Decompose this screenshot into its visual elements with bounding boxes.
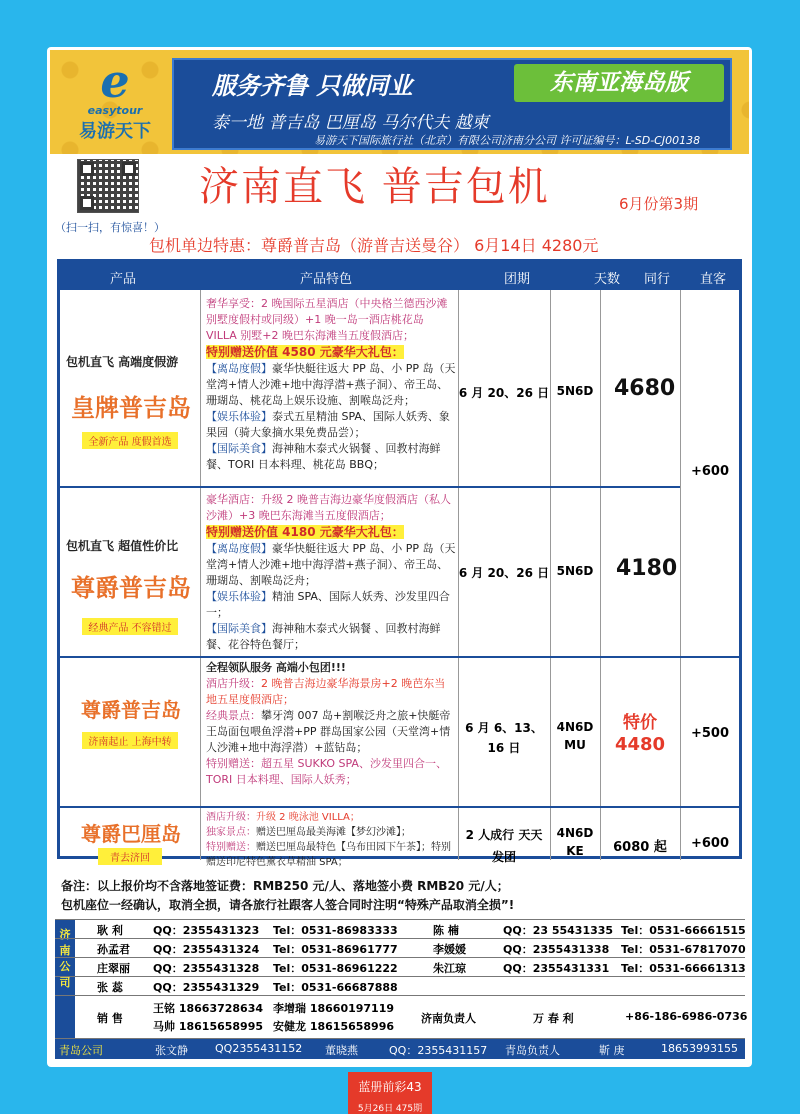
- p4-features: 酒店升级：升级 2 晚泳池 VILLA； 独家景点：赠送巴厘岛最美海滩【梦幻沙滩】； 特别赠送：赠送巴厘岛最特色【乌布田园下午茶】；特别赠送印尼特色薰衣草精油 SPA；: [206, 812, 451, 868]
- p3-dates: 6 月 6、13、16 日: [465, 721, 543, 755]
- p4-price: 6080 起: [613, 840, 667, 855]
- notes: [61, 877, 514, 915]
- special-offer: 包机单边特惠：尊爵普吉岛（游普吉送曼谷） 6月14日 4280元: [149, 236, 599, 255]
- table-header: [60, 262, 739, 290]
- main-title: 济南直飞 普吉包机: [199, 164, 550, 210]
- logo-mark: e: [100, 54, 130, 108]
- header-banner: [50, 50, 749, 154]
- p4-retail: +600: [690, 836, 730, 851]
- p2-gift: 特别赠送价值 4180 元豪华大礼包：: [206, 525, 404, 539]
- contact-row: 耿 利 QQ：2355431323 Tel：0531-86983333 陈 楠 QQ：23 55431335 Tel：0531-66661515: [55, 919, 745, 938]
- slogan: 服务齐鲁 只做同业: [212, 72, 413, 100]
- p2-price: 4180: [616, 556, 678, 581]
- footer-page: 蓝册前彩43: [358, 1080, 422, 1094]
- p2-name: 尊爵普吉岛: [71, 574, 191, 602]
- p3-retail: +500: [690, 726, 730, 741]
- p3-name: 尊爵普吉岛: [81, 698, 181, 722]
- p3-tag: 济南起止 上海中转: [82, 732, 178, 749]
- footer-date: 5月26日 475期: [357, 1104, 423, 1114]
- header-panel: [172, 58, 732, 150]
- p1-subtitle: 包机直飞 高端度假游: [66, 355, 179, 369]
- header-peer-price: 同行: [644, 272, 671, 287]
- qingdao-row: 青岛公司 张文静 QQ2355431152 董晓燕 QQ：2355431157 青岛负责人 靳 庚 18653993155: [55, 1039, 745, 1059]
- p1-tag: 全新产品 度假首选: [82, 432, 178, 449]
- logo-en: easytour: [87, 104, 143, 117]
- p2-subtitle: 包机直飞 超值性价比: [66, 539, 179, 553]
- p12-retail: +600: [690, 464, 730, 479]
- p2-tag: 经典产品 不容错过: [82, 618, 178, 635]
- sales-row: 销 售 王铭 18663728634 马帅 18615658995 李增瑞 18660197119 安健龙 18615658996 济南负责人 万 春 利 +86-186-6986-0736: [55, 995, 745, 1039]
- p3-price: 4480: [614, 734, 666, 755]
- p1-days: 5N6D: [556, 384, 594, 398]
- p1-features: 奢华享受：2 晚国际五星酒店（中央格兰德西沙滩别墅度假村或同级）+1 晚一岛一酒店桃花岛 VILLA 别墅+2 晚巴东海滩当五度假酒店； 特别赠送价值 4580 元豪华大礼包： 【离岛度假】豪华快艇往返大 PP 岛、小 PP 岛（天堂湾+情人沙滩+地中海浮潜+燕子洞）、帝王岛、珊瑚岛、桃花岛上娱乐设施、割喉岛泛舟； 【娱乐体验】泰式五星精油 SPA、国际人妖秀、象果园（骑大象摘水果免费品尝）； 【国际美食】海神釉木泰式火锅餐 、回教村海鲜餐、TORI 日本料理、桃花岛 BBQ；: [206, 297, 456, 471]
- destinations: 泰一地 普吉岛 巴厘岛 马尔代夫 越柬: [212, 113, 489, 133]
- header-dates: 团期: [504, 272, 531, 287]
- p2-days: 5N6D: [556, 564, 594, 578]
- issue-label: 6月份第3期: [619, 195, 699, 213]
- p4-days: 4N6D KE: [556, 826, 594, 858]
- header-features: 产品特色: [300, 272, 353, 287]
- p2-dates: 6 月 20、26 日: [458, 566, 550, 580]
- note-line: 包机座位一经确认，取消全损，请各旅行社跟客人签合同时注明“特殊产品取消全损”!: [61, 898, 515, 912]
- logo-cn: 易游天下: [79, 121, 151, 142]
- p4-tag: 青去济回: [98, 848, 162, 865]
- p1-dates: 6 月 20、26 日: [458, 386, 550, 400]
- product-table: [57, 259, 742, 868]
- jinan-label: 济南公司: [55, 919, 75, 1040]
- contact-row: 孙孟君 QQ：2355431324 Tel：0531-86961777 李媛媛 QQ：2355431338 Tel：0531-67817070: [55, 938, 745, 957]
- page-card: [47, 47, 752, 1067]
- p3-price-label: 特价: [623, 713, 657, 733]
- contact-row: 张 蕊 QQ：2355431329 Tel：0531-66687888: [55, 976, 745, 995]
- header-days: 天数: [594, 272, 621, 287]
- contact-row: 庄翠丽 QQ：2355431328 Tel：0531-86961222 朱江琼 QQ：2355431331 Tel：0531-66661313: [55, 957, 745, 976]
- p1-name: 皇牌普吉岛: [71, 394, 191, 422]
- p1-gift: 特别赠送价值 4580 元豪华大礼包：: [206, 345, 404, 359]
- page-footer: [348, 1072, 432, 1114]
- p3-features: 全程领队服务 高端小包团!!! 酒店升级：2 晚普吉海边豪华海景房+2 晚芭东当地五星度假酒店； 经典景点：攀牙湾 007 岛+割喉泛舟之旅+快艇帝王岛面包喂鱼浮潜+PP 群岛国家公园（天堂湾+情人沙滩+地中海浮潜）+蓝钻岛； 特别赠送：超五星 SUKKO SPA、沙发里四合一、TORI 日本料理、国际人妖秀；: [206, 661, 451, 786]
- scan-text: （扫一扫，有惊喜！）: [55, 221, 165, 234]
- p3-days: 4N6D MU: [556, 720, 594, 752]
- edition-badge: 东南亚海岛版: [514, 64, 724, 102]
- header-retail: 直客: [700, 272, 727, 287]
- p4-dates: 2 人成行 天天发团: [465, 828, 543, 864]
- note-line: 备注：以上报价均不含落地签证费：RMB250 元/人、落地签小费 RMB20 元/人；: [61, 879, 509, 893]
- agency-info: 易游天下国际旅行社（北京）有限公司济南分公司 许可证编号：L-SD-CJ00138: [314, 134, 701, 147]
- p1-price: 4680: [614, 376, 676, 401]
- p4-name: 尊爵巴厘岛: [81, 822, 181, 846]
- header-product: 产品: [110, 272, 137, 287]
- company-logo: [60, 54, 170, 148]
- p2-features: 豪华酒店：升级 2 晚普吉海边豪华度假酒店（私人沙滩）+3 晚巴东海滩当五度假酒店； 特别赠送价值 4180 元豪华大礼包： 【离岛度假】豪华快艇往返大 PP 岛、小 PP 岛（天堂湾+情人沙滩+地中海浮潜+燕子洞）、帝王岛、珊瑚岛、割喉岛泛舟； 【娱乐体验】精油 SPA、国际人妖秀、沙发里四合一； 【国际美食】海神釉木泰式火锅餐 、回教村海鲜餐、花谷特色餐厅；: [206, 493, 456, 651]
- qr-code-icon: [77, 159, 139, 213]
